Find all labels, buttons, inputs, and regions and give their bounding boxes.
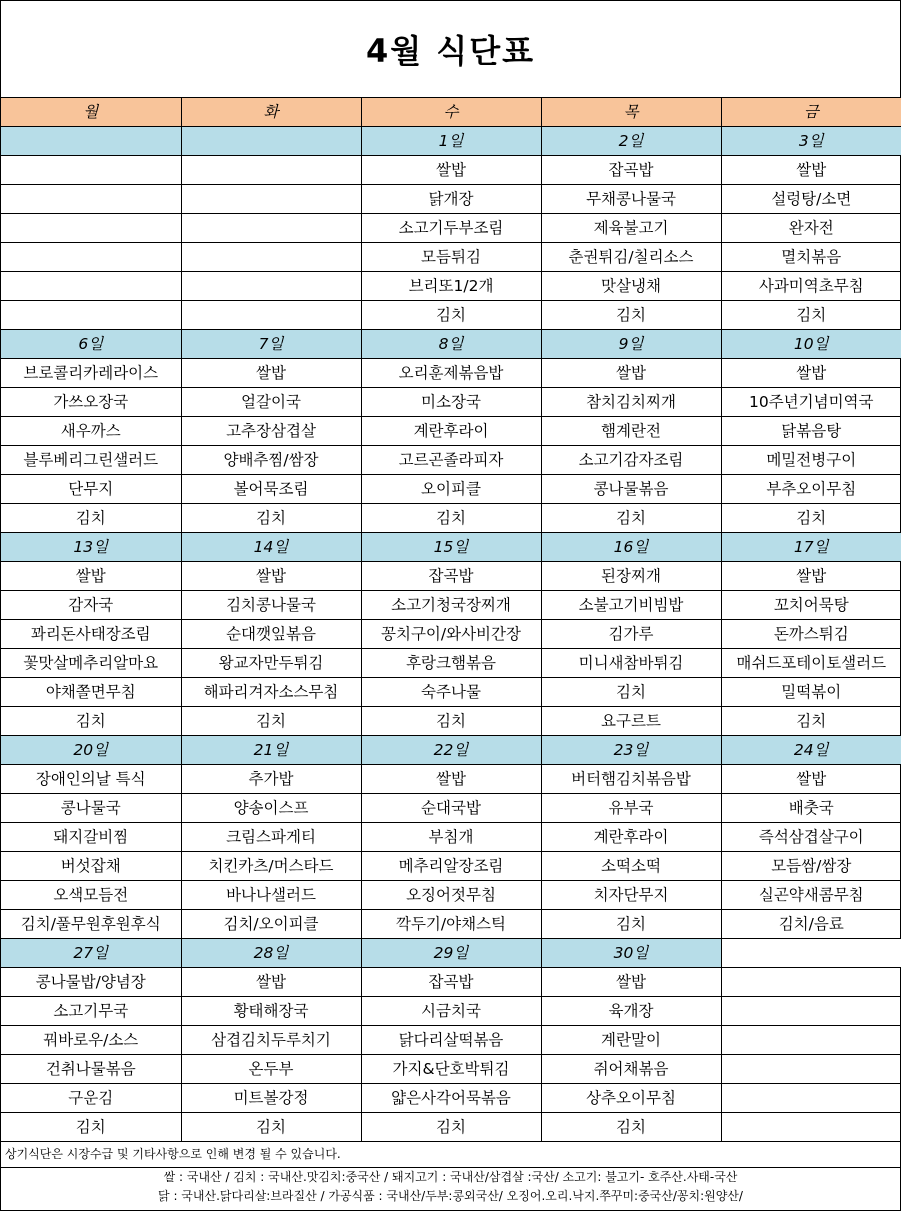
- meal-cell: 오징어젓무침: [361, 881, 541, 910]
- meal-cell: 제육불고기: [541, 214, 721, 243]
- meal-cell: [181, 243, 361, 272]
- meal-cell: 소불고기비빔밥: [541, 591, 721, 620]
- meal-cell: 잡곡밥: [361, 968, 541, 997]
- meal-row: [1, 678, 901, 707]
- meal-cell: 후랑크햄볶음: [361, 649, 541, 678]
- date-cell: 30일: [541, 939, 721, 968]
- meal-cell: [1, 214, 181, 243]
- meal-row: [1, 823, 901, 852]
- meal-cell: [181, 301, 361, 330]
- meal-cell: 김치콩나물국: [181, 591, 361, 620]
- meal-cell: 김치/오이피클: [181, 910, 361, 939]
- meal-cell: 새우까스: [1, 417, 181, 446]
- meal-row: [1, 156, 901, 185]
- meal-cell: 쌀밥: [721, 359, 901, 388]
- date-cell: 3일: [721, 127, 901, 156]
- meal-cell: 오리훈제볶음밥: [361, 359, 541, 388]
- meal-cell: 삼겹김치두루치기: [181, 1026, 361, 1055]
- meal-cell: 김치: [181, 707, 361, 736]
- weekday-header: 목: [541, 98, 721, 127]
- meal-cell: 치킨카츠/머스타드: [181, 852, 361, 881]
- meal-row: [1, 1113, 901, 1142]
- meal-cell: 매쉬드포테이토샐러드: [721, 649, 901, 678]
- meal-cell: 고추장삼겹살: [181, 417, 361, 446]
- meal-row: [1, 620, 901, 649]
- date-cell: [721, 939, 901, 968]
- meal-row: [1, 417, 901, 446]
- weekday-header: 월: [1, 98, 181, 127]
- meal-cell: 온두부: [181, 1055, 361, 1084]
- meal-cell: 쌀밥: [181, 562, 361, 591]
- meal-cell: 왕교자만두튀김: [181, 649, 361, 678]
- meal-cell: 양송이스프: [181, 794, 361, 823]
- meal-cell: 햄계란전: [541, 417, 721, 446]
- meal-cell: 단무지: [1, 475, 181, 504]
- date-cell: 10일: [721, 330, 901, 359]
- meal-cell: 소고기무국: [1, 997, 181, 1026]
- meal-cell: 쌀밥: [541, 359, 721, 388]
- weekday-header: 수: [361, 98, 541, 127]
- meal-row: [1, 649, 901, 678]
- meal-cell: 황태해장국: [181, 997, 361, 1026]
- meal-cell: 가쓰오장국: [1, 388, 181, 417]
- meal-cell: 감자국: [1, 591, 181, 620]
- meal-cell: 쌀밥: [1, 562, 181, 591]
- meal-cell: 브리또1/2개: [361, 272, 541, 301]
- origin-line: 쌀 : 국내산 / 김치 : 국내산.맛김치:중국산 / 돼지고기 : 국내산/삼겹살 :국산/ 소고기: 불고기- 호주산.사태-국산: [163, 1170, 738, 1184]
- meal-cell: 김치: [541, 910, 721, 939]
- date-cell: [1, 127, 181, 156]
- meal-row: [1, 388, 901, 417]
- meal-cell: 닭다리살떡볶음: [361, 1026, 541, 1055]
- meal-cell: 김치: [1, 707, 181, 736]
- meal-row: [1, 301, 901, 330]
- meal-cell: 계란말이: [541, 1026, 721, 1055]
- meal-cell: 닭볶음탕: [721, 417, 901, 446]
- meal-cell: 김치: [361, 504, 541, 533]
- meal-cell: 배춧국: [721, 794, 901, 823]
- meal-row: [1, 214, 901, 243]
- menu-table: [1, 98, 901, 1142]
- date-cell: 22일: [361, 736, 541, 765]
- meal-cell: 계란후라이: [361, 417, 541, 446]
- title-row: [1, 1, 900, 98]
- meal-row: [1, 185, 901, 214]
- meal-cell: 오색모듬전: [1, 881, 181, 910]
- meal-cell: 맛살냉채: [541, 272, 721, 301]
- meal-row: [1, 881, 901, 910]
- meal-cell: 메추리알장조림: [361, 852, 541, 881]
- meal-cell: [721, 997, 901, 1026]
- meal-cell: 참치김치찌개: [541, 388, 721, 417]
- meal-cell: [1, 272, 181, 301]
- meal-cell: [721, 968, 901, 997]
- meal-cell: [181, 185, 361, 214]
- meal-cell: 김치: [361, 1113, 541, 1142]
- meal-cell: 치자단무지: [541, 881, 721, 910]
- meal-cell: 사과미역초무침: [721, 272, 901, 301]
- date-row: [1, 939, 901, 968]
- meal-cell: 김치: [181, 1113, 361, 1142]
- meal-cell: 양배추찜/쌈장: [181, 446, 361, 475]
- meal-row: [1, 968, 901, 997]
- meal-cell: 해파리겨자소스무침: [181, 678, 361, 707]
- meal-cell: 돈까스튀김: [721, 620, 901, 649]
- meal-cell: [721, 1055, 901, 1084]
- meal-cell: 김치: [1, 504, 181, 533]
- meal-row: [1, 910, 901, 939]
- date-cell: 28일: [181, 939, 361, 968]
- meal-cell: 순대국밥: [361, 794, 541, 823]
- meal-cell: 김치: [541, 1113, 721, 1142]
- date-cell: 17일: [721, 533, 901, 562]
- date-cell: 7일: [181, 330, 361, 359]
- meal-cell: 쌀밥: [721, 765, 901, 794]
- meal-cell: 잡곡밥: [541, 156, 721, 185]
- meal-cell: 꽁치구이/와사비간장: [361, 620, 541, 649]
- meal-cell: 10주년기념미역국: [721, 388, 901, 417]
- meal-cell: 시금치국: [361, 997, 541, 1026]
- meal-cell: 꽈리돈사태장조림: [1, 620, 181, 649]
- meal-cell: [721, 1084, 901, 1113]
- date-cell: 1일: [361, 127, 541, 156]
- meal-row: [1, 852, 901, 881]
- meal-cell: 유부국: [541, 794, 721, 823]
- meal-cell: 김치: [361, 301, 541, 330]
- weekday-header: 금: [721, 98, 901, 127]
- date-cell: 24일: [721, 736, 901, 765]
- meal-row: [1, 272, 901, 301]
- meal-cell: 김치: [181, 504, 361, 533]
- meal-row: [1, 1055, 901, 1084]
- meal-cell: 밀떡볶이: [721, 678, 901, 707]
- meal-cell: 설렁탕/소면: [721, 185, 901, 214]
- meal-cell: 버섯잡채: [1, 852, 181, 881]
- meal-cell: 완자전: [721, 214, 901, 243]
- meal-cell: 메밀전병구이: [721, 446, 901, 475]
- meal-cell: 육개장: [541, 997, 721, 1026]
- meal-row: [1, 475, 901, 504]
- date-cell: 21일: [181, 736, 361, 765]
- meal-cell: 순대깻잎볶음: [181, 620, 361, 649]
- meal-cell: 추가밥: [181, 765, 361, 794]
- meal-cell: 잡곡밥: [361, 562, 541, 591]
- meal-cell: 미소장국: [361, 388, 541, 417]
- meal-cell: 춘권튀김/칠리소스: [541, 243, 721, 272]
- menu-table-body: [1, 98, 901, 1142]
- meal-cell: 실곤약새콤무침: [721, 881, 901, 910]
- date-row: [1, 533, 901, 562]
- meal-cell: 요구르트: [541, 707, 721, 736]
- meal-cell: 꽃맛살메추리알마요: [1, 649, 181, 678]
- meal-cell: 상추오이무침: [541, 1084, 721, 1113]
- date-row: [1, 736, 901, 765]
- meal-cell: 멸치볶음: [721, 243, 901, 272]
- footer: [1, 1141, 900, 1206]
- meal-cell: 즉석삼겹살구이: [721, 823, 901, 852]
- meal-cell: 블루베리그린샐러드: [1, 446, 181, 475]
- meal-cell: [721, 1113, 901, 1142]
- meal-cell: 김치: [721, 301, 901, 330]
- meal-row: [1, 446, 901, 475]
- meal-cell: 건취나물볶음: [1, 1055, 181, 1084]
- meal-row: [1, 562, 901, 591]
- meal-cell: [1, 301, 181, 330]
- meal-cell: 김치/음료: [721, 910, 901, 939]
- date-cell: 6일: [1, 330, 181, 359]
- weekday-header: 화: [181, 98, 361, 127]
- date-cell: 29일: [361, 939, 541, 968]
- meal-cell: 버터햄김치볶음밥: [541, 765, 721, 794]
- meal-cell: 김치: [541, 504, 721, 533]
- page-title: 4월 식단표: [365, 32, 536, 70]
- date-cell: [181, 127, 361, 156]
- meal-cell: 김치: [361, 707, 541, 736]
- meal-cell: 계란후라이: [541, 823, 721, 852]
- date-cell: 8일: [361, 330, 541, 359]
- meal-cell: 꼬치어묵탕: [721, 591, 901, 620]
- meal-cell: 야채쫄면무침: [1, 678, 181, 707]
- meal-row: [1, 504, 901, 533]
- meal-cell: 김치: [541, 678, 721, 707]
- meal-cell: 깍두기/야채스틱: [361, 910, 541, 939]
- meal-cell: 꿔바로우/소스: [1, 1026, 181, 1055]
- meal-cell: 모듬쌈/쌈장: [721, 852, 901, 881]
- meal-cell: 김치: [541, 301, 721, 330]
- meal-cell: 콩나물밥/양념장: [1, 968, 181, 997]
- meal-cell: 쥐어채볶음: [541, 1055, 721, 1084]
- meal-row: [1, 359, 901, 388]
- meal-cell: 모듬튀김: [361, 243, 541, 272]
- meal-cell: 구운김: [1, 1084, 181, 1113]
- meal-cell: 오이피클: [361, 475, 541, 504]
- date-cell: 9일: [541, 330, 721, 359]
- meal-cell: 쌀밥: [361, 765, 541, 794]
- meal-cell: 김치: [721, 504, 901, 533]
- date-cell: 27일: [1, 939, 181, 968]
- meal-cell: 쌀밥: [721, 156, 901, 185]
- meal-cell: 돼지갈비찜: [1, 823, 181, 852]
- date-cell: 15일: [361, 533, 541, 562]
- meal-row: [1, 997, 901, 1026]
- meal-cell: 볼어묵조림: [181, 475, 361, 504]
- meal-cell: 소고기감자조림: [541, 446, 721, 475]
- meal-cell: 소고기청국장찌개: [361, 591, 541, 620]
- meal-cell: [181, 156, 361, 185]
- meal-cell: 소고기두부조림: [361, 214, 541, 243]
- meal-row: [1, 1084, 901, 1113]
- meal-cell: 소떡소떡: [541, 852, 721, 881]
- meal-cell: 부추오이무침: [721, 475, 901, 504]
- meal-cell: 김치: [1, 1113, 181, 1142]
- meal-row: [1, 765, 901, 794]
- meal-cell: 얼갈이국: [181, 388, 361, 417]
- meal-cell: 김치: [721, 707, 901, 736]
- meal-cell: 쌀밥: [181, 359, 361, 388]
- meal-cell: 미니새참바튀김: [541, 649, 721, 678]
- date-cell: 20일: [1, 736, 181, 765]
- meal-row: [1, 243, 901, 272]
- meal-row: [1, 591, 901, 620]
- notice-text: 상기식단은 시장수급 및 기타사항으로 인해 변경 될 수 있습니다.: [1, 1141, 900, 1168]
- meal-cell: 쌀밥: [541, 968, 721, 997]
- weekday-header-row: [1, 98, 901, 127]
- date-cell: 23일: [541, 736, 721, 765]
- meal-cell: [1, 156, 181, 185]
- meal-cell: 고르곤졸라피자: [361, 446, 541, 475]
- meal-row: [1, 707, 901, 736]
- date-cell: 16일: [541, 533, 721, 562]
- meal-cell: 콩나물볶음: [541, 475, 721, 504]
- meal-cell: 무채콩나물국: [541, 185, 721, 214]
- date-cell: 14일: [181, 533, 361, 562]
- meal-cell: 얇은사각어묵볶음: [361, 1084, 541, 1113]
- meal-cell: 미트볼강정: [181, 1084, 361, 1113]
- meal-cell: [1, 185, 181, 214]
- meal-cell: 쌀밥: [181, 968, 361, 997]
- meal-row: [1, 794, 901, 823]
- date-row: [1, 127, 901, 156]
- meal-cell: 크림스파게티: [181, 823, 361, 852]
- meal-cell: 가지&단호박튀김: [361, 1055, 541, 1084]
- meal-cell: [1, 243, 181, 272]
- meal-cell: 김치/풀무원후원후식: [1, 910, 181, 939]
- meal-cell: [181, 214, 361, 243]
- meal-cell: 장애인의날 특식: [1, 765, 181, 794]
- meal-cell: 브로콜리카레라이스: [1, 359, 181, 388]
- date-row: [1, 330, 901, 359]
- meal-cell: 닭개장: [361, 185, 541, 214]
- meal-cell: 바나나샐러드: [181, 881, 361, 910]
- meal-cell: 숙주나물: [361, 678, 541, 707]
- meal-cell: 김가루: [541, 620, 721, 649]
- meal-cell: [181, 272, 361, 301]
- meal-cell: 된장찌개: [541, 562, 721, 591]
- date-cell: 13일: [1, 533, 181, 562]
- meal-cell: 쌀밥: [361, 156, 541, 185]
- meal-cell: 부침개: [361, 823, 541, 852]
- meal-row: [1, 1026, 901, 1055]
- meal-cell: 쌀밥: [721, 562, 901, 591]
- date-cell: 2일: [541, 127, 721, 156]
- meal-cell: 콩나물국: [1, 794, 181, 823]
- meal-cell: [721, 1026, 901, 1055]
- origin-line: 닭 : 국내산.닭다리살:브라질산 / 가공식품 : 국내산/두부:콩외국산/ 오징어.오리.낙지.쭈꾸미:중국산/꽁치:원양산/: [158, 1189, 743, 1203]
